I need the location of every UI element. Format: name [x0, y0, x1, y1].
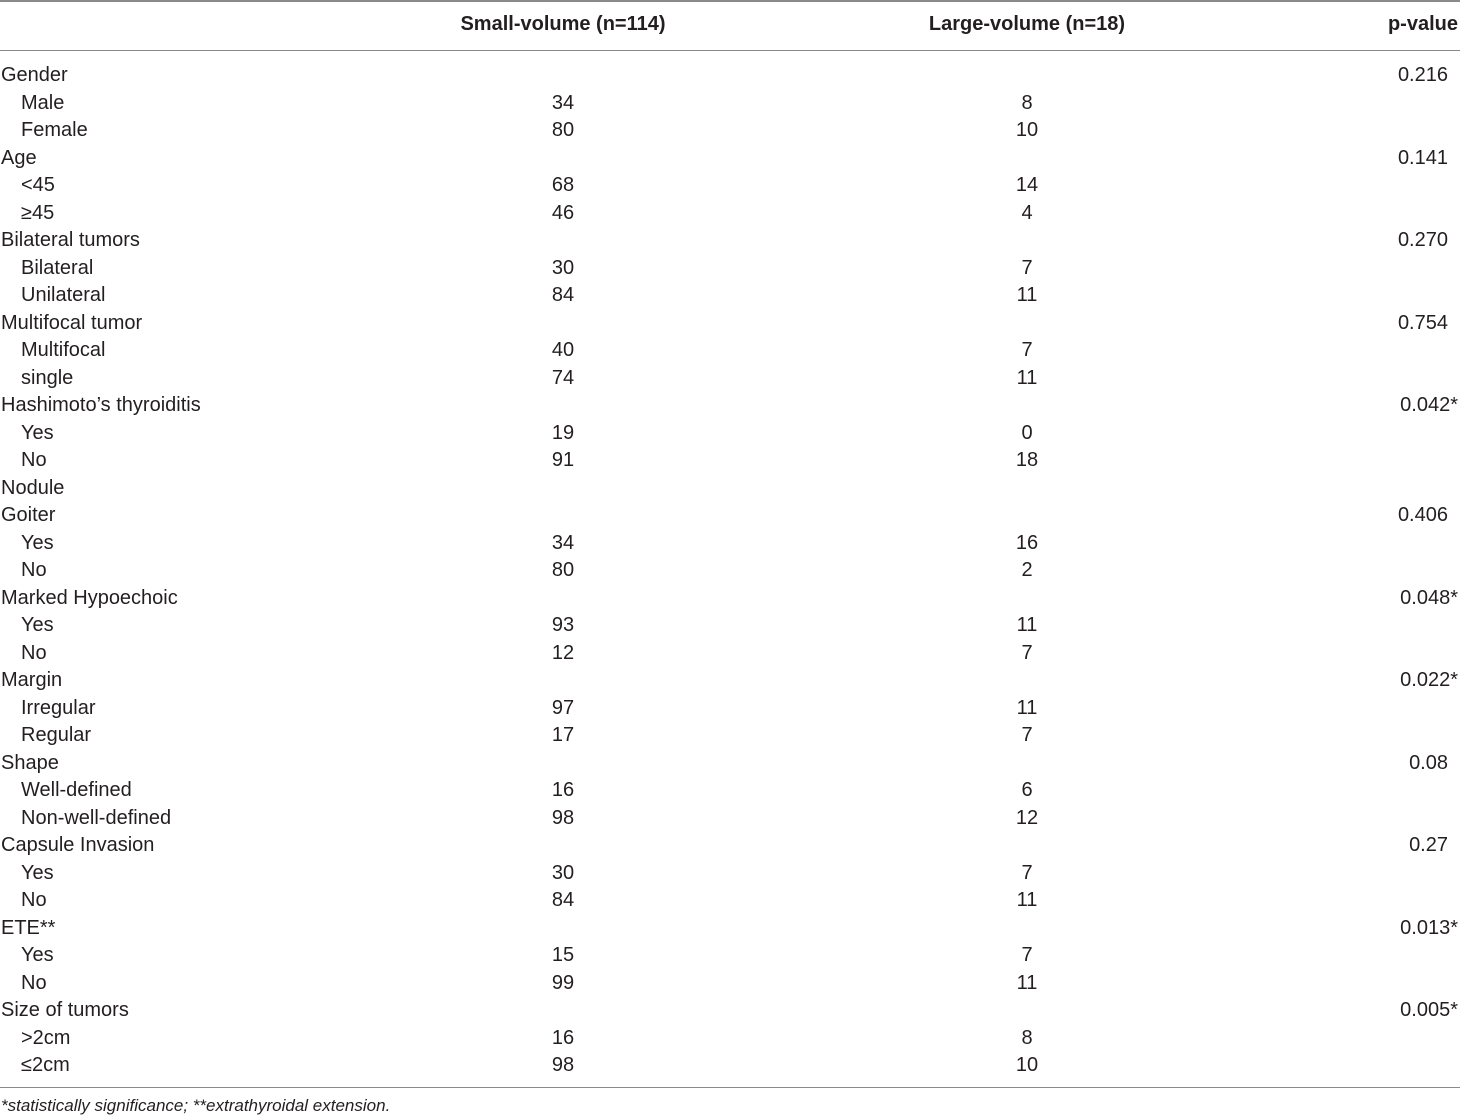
cell-large-volume: 4 [1021, 201, 1033, 224]
row-sublabel: Multifocal [21, 339, 106, 361]
cell-large-volume: 6 [1021, 779, 1033, 801]
cell-p-value: 0.048* [1400, 586, 1458, 609]
row-category-label: ETE** [1, 916, 56, 939]
row-category-label: Marked Hypoechoic [1, 586, 178, 609]
cell-small-volume: 99 [551, 971, 575, 994]
row-sublabel: Irregular [21, 696, 96, 719]
table-row [0, 145, 1460, 173]
row-sublabel: Unilateral [21, 284, 106, 306]
cell-large-volume: 7 [1021, 944, 1033, 966]
table-header-rule [0, 50, 1460, 51]
cell-small-volume: 84 [551, 889, 575, 911]
cell-p-value: 0.022* [1400, 669, 1458, 691]
table-footnote: *statistically significance; **extrathyroidal extension. [1, 1096, 391, 1115]
cell-large-volume: 10 [1015, 119, 1039, 141]
cell-p-value: 0.27 [1409, 834, 1448, 856]
row-category-label: Hashimoto’s thyroiditis [1, 394, 201, 416]
table-row [0, 200, 1460, 228]
table-row [0, 62, 1460, 90]
cell-large-volume: 11 [1016, 366, 1038, 389]
cell-small-volume: 34 [551, 531, 575, 554]
row-category-label: Goiter [1, 504, 56, 526]
cell-p-value: 0.270 [1397, 229, 1448, 251]
cell-small-volume: 19 [551, 421, 575, 444]
cell-p-value: 0.216 [1397, 64, 1448, 86]
table-row [0, 970, 1460, 998]
row-sublabel: Yes [21, 944, 54, 966]
cell-large-volume: 7 [1021, 861, 1033, 884]
cell-large-volume: 0 [1021, 421, 1033, 444]
table-row [0, 915, 1460, 943]
cell-small-volume: 46 [551, 201, 575, 224]
row-sublabel: No [21, 559, 47, 581]
table-row [0, 1052, 1460, 1080]
cell-small-volume: 17 [551, 724, 575, 746]
cell-p-value: 0.141 [1397, 146, 1448, 169]
row-sublabel: Well-defined [21, 779, 132, 801]
table-row [0, 557, 1460, 585]
table-row [0, 172, 1460, 200]
table-bottom-rule [0, 1087, 1460, 1088]
cell-small-volume: 68 [551, 174, 575, 196]
table-row [0, 365, 1460, 393]
cell-small-volume: 91 [551, 449, 575, 471]
cell-small-volume: 98 [551, 806, 575, 829]
row-sublabel: <45 [21, 174, 55, 196]
cell-small-volume: 16 [551, 1026, 575, 1049]
table-row [0, 392, 1460, 420]
table-row [0, 90, 1460, 118]
cell-large-volume: 18 [1015, 449, 1039, 471]
row-sublabel: single [21, 366, 74, 389]
cell-small-volume: 80 [551, 119, 575, 141]
row-sublabel: Female [21, 119, 88, 141]
table-row [0, 777, 1460, 805]
table-row [0, 997, 1460, 1025]
table-row [0, 1025, 1460, 1053]
header-large-volume: Large-volume (n=18) [928, 13, 1126, 35]
row-category-label: Bilateral tumors [1, 229, 140, 251]
table-row [0, 530, 1460, 558]
table-row [0, 667, 1460, 695]
table-body [0, 62, 1460, 1080]
table-row [0, 887, 1460, 915]
cell-small-volume: 80 [551, 559, 575, 581]
row-sublabel: Yes [21, 861, 54, 884]
table-row [0, 117, 1460, 145]
row-category-label: Margin [1, 669, 63, 691]
header-small-volume: Small-volume (n=114) [460, 13, 666, 35]
table-row [0, 502, 1460, 530]
table-row [0, 612, 1460, 640]
cell-p-value: 0.754 [1397, 311, 1448, 334]
row-category-label: Nodule [1, 476, 65, 499]
row-category-label: Gender [1, 64, 68, 86]
cell-p-value: 0.042* [1400, 394, 1458, 416]
row-sublabel: >2cm [21, 1026, 71, 1049]
row-sublabel: No [21, 449, 47, 471]
row-sublabel: Male [21, 91, 65, 114]
row-sublabel: Regular [21, 724, 92, 746]
row-sublabel: Yes [21, 614, 54, 636]
table-row [0, 585, 1460, 613]
cell-p-value: 0.013* [1400, 916, 1458, 939]
cell-small-volume: 93 [551, 614, 575, 636]
table-row [0, 832, 1460, 860]
cell-small-volume: 40 [551, 339, 575, 361]
table-row [0, 310, 1460, 338]
row-sublabel: No [21, 971, 47, 994]
cell-large-volume: 10 [1015, 1054, 1039, 1076]
table-row [0, 420, 1460, 448]
cell-small-volume: 15 [551, 944, 575, 966]
table-row [0, 227, 1460, 255]
row-sublabel: No [21, 641, 47, 664]
cell-large-volume: 11 [1016, 614, 1038, 636]
cell-large-volume: 11 [1016, 889, 1038, 911]
cell-small-volume: 30 [551, 861, 575, 884]
cell-large-volume: 2 [1021, 559, 1033, 581]
table-row [0, 942, 1460, 970]
cell-p-value: 0.005* [1400, 999, 1458, 1021]
row-sublabel: Yes [21, 421, 54, 444]
cell-small-volume: 84 [551, 284, 575, 306]
row-sublabel: No [21, 889, 47, 911]
cell-small-volume: 98 [551, 1054, 575, 1076]
cell-large-volume: 12 [1015, 806, 1039, 829]
table-row [0, 447, 1460, 475]
cell-small-volume: 74 [551, 366, 575, 389]
table-row [0, 337, 1460, 365]
row-sublabel: Non-well-defined [21, 806, 172, 829]
row-sublabel: Yes [21, 531, 54, 554]
table-row [0, 805, 1460, 833]
cell-small-volume: 34 [551, 91, 575, 114]
cell-large-volume: 8 [1021, 91, 1033, 114]
cell-large-volume: 8 [1021, 1026, 1033, 1049]
cell-large-volume: 14 [1015, 174, 1039, 196]
header-p-value: p-value [1387, 13, 1458, 35]
cell-p-value: 0.08 [1409, 751, 1448, 774]
cell-small-volume: 30 [551, 256, 575, 279]
cell-large-volume: 7 [1021, 641, 1033, 664]
table-row [0, 255, 1460, 283]
cell-large-volume: 7 [1021, 724, 1033, 746]
table-header [0, 0, 1460, 50]
row-category-label: Capsule Invasion [1, 834, 155, 856]
table-row [0, 282, 1460, 310]
table-row [0, 475, 1460, 503]
row-sublabel: ≤2cm [21, 1054, 70, 1076]
cell-large-volume: 7 [1021, 256, 1033, 279]
cell-small-volume: 12 [551, 641, 575, 664]
cell-large-volume: 11 [1016, 971, 1038, 994]
row-sublabel: ≥45 [21, 201, 55, 224]
table-row [0, 695, 1460, 723]
cell-small-volume: 16 [551, 779, 575, 801]
cell-large-volume: 16 [1015, 531, 1039, 554]
row-category-label: Shape [1, 751, 59, 774]
table-row [0, 750, 1460, 778]
row-category-label: Size of tumors [1, 999, 129, 1021]
cell-p-value: 0.406 [1397, 504, 1448, 526]
table-row [0, 640, 1460, 668]
cell-large-volume: 11 [1016, 284, 1038, 306]
cell-large-volume: 11 [1016, 696, 1038, 719]
table-row [0, 860, 1460, 888]
row-category-label: Multifocal tumor [1, 311, 143, 334]
cell-large-volume: 7 [1021, 339, 1033, 361]
table-row [0, 722, 1460, 750]
row-category-label: Age [1, 146, 37, 169]
row-sublabel: Bilateral [21, 256, 94, 279]
cell-small-volume: 97 [551, 696, 575, 719]
